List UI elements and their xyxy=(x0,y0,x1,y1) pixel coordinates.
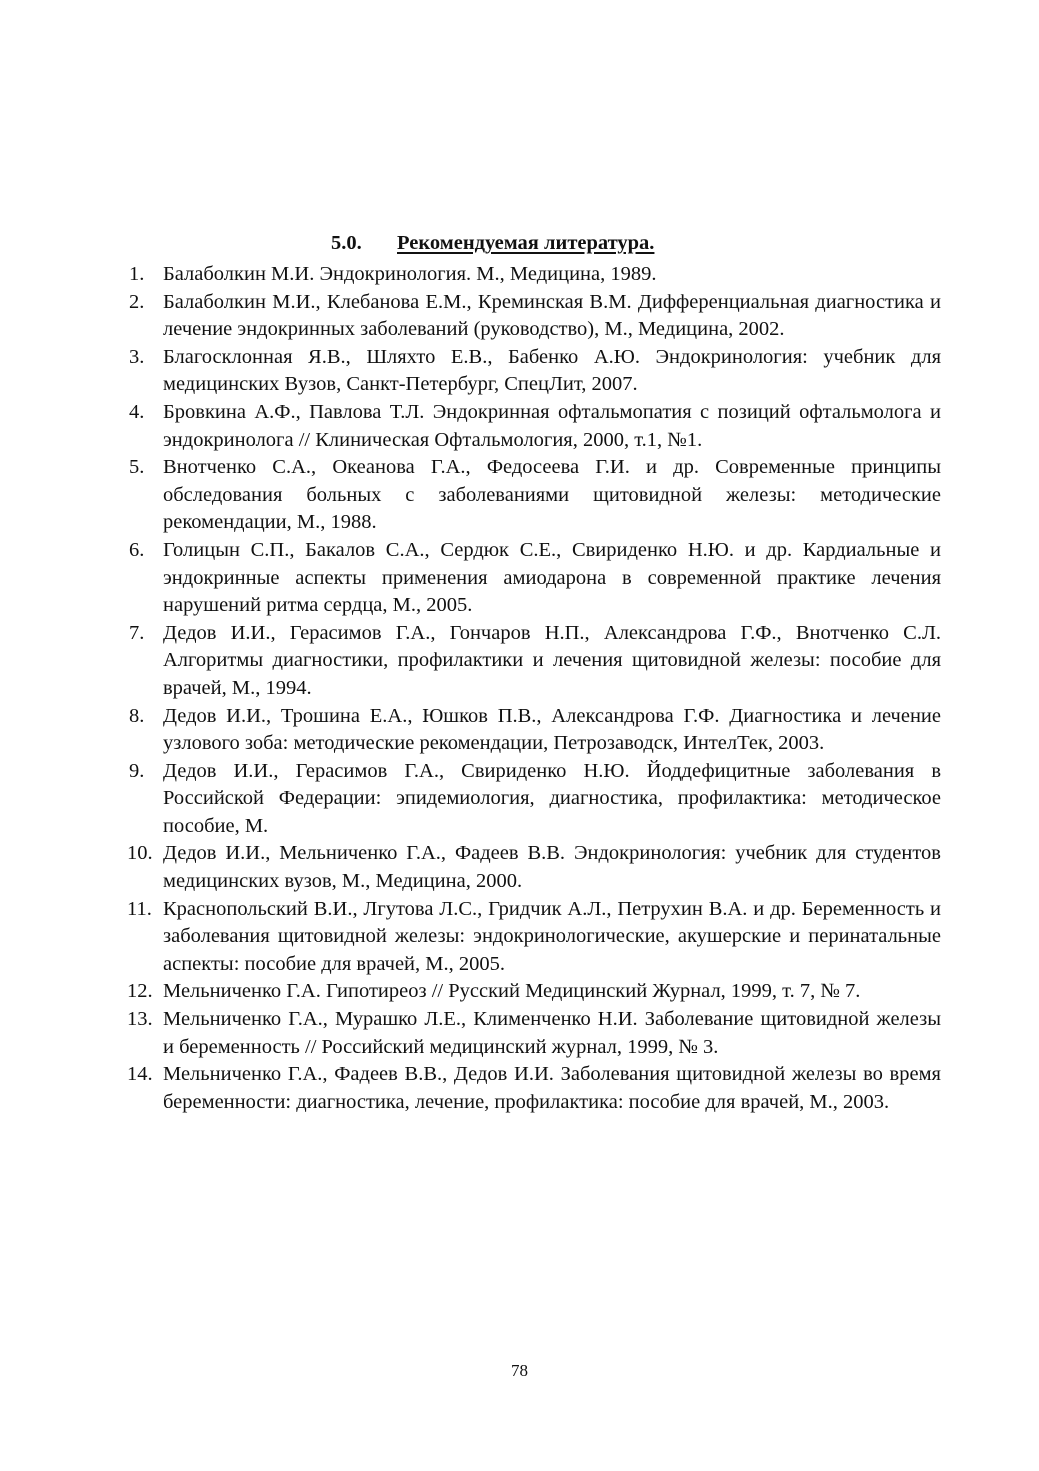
reference-number: 2. xyxy=(129,290,145,313)
reference-number: 13. xyxy=(127,1008,153,1031)
reference-item xyxy=(129,537,941,620)
section-heading xyxy=(331,229,654,257)
reference-text: Дедов И.И., Мельниченко Г.А., Фадеев В.В. Эндокринология: учебник для студентов медицинских вузов, М., Медицина, 2000. xyxy=(163,842,941,893)
reference-number: 10. xyxy=(127,842,153,865)
reference-number: 1. xyxy=(129,263,145,285)
reference-item xyxy=(129,620,941,703)
reference-text: Мельниченко Г.А., Фадеев В.В., Дедов И.И. Заболевания щитовидной железы во время беременности: диагностика, лечение, профилактика: пособие для врачей, М., 2003. xyxy=(163,1063,941,1113)
reference-item xyxy=(129,289,941,344)
reference-list xyxy=(129,261,941,1116)
reference-text: Мельниченко Г.А., Мурашко Л.Е., Клименченко Н.И. Заболевание щитовидной железы и беременность // Российский медицинский журнал, 1999, № 3. xyxy=(163,1008,941,1058)
reference-number: 8. xyxy=(129,704,145,727)
reference-number: 9. xyxy=(129,759,145,782)
reference-number: 7. xyxy=(129,621,145,644)
reference-text: Дедов И.И., Герасимов Г.А., Гончаров Н.П., Александрова Г.Ф., Внотченко С.Л. Алгоритмы диагностики, профилактики и лечения щитовидной железы: пособие для врачей, М., 1994. xyxy=(163,621,941,699)
reference-number: 6. xyxy=(129,538,145,561)
section-number: 5.0. xyxy=(331,232,362,254)
reference-item xyxy=(129,454,941,537)
reference-item xyxy=(129,1006,941,1061)
reference-text: Дедов И.И., Герасимов Г.А., Свириденко Н.Ю. Йоддефицитные заболевания в Российской Федерации: эпидемиология, диагностика, профилактика: методическое пособие, М. xyxy=(163,759,941,837)
reference-number: 3. xyxy=(129,345,145,368)
reference-number: 14. xyxy=(127,1063,153,1086)
reference-number: 4. xyxy=(129,400,145,423)
reference-item xyxy=(129,758,941,841)
reference-item xyxy=(129,896,941,979)
reference-text: Благосклонная Я.В., Шляхто Е.В., Бабенко А.Ю. Эндокринология: учебник для медицинских Вузов, Санкт-Петербург, СпецЛит, 2007. xyxy=(163,345,941,396)
reference-text: Мельниченко Г.А. Гипотиреоз // Русский Медицинский Журнал, 1999, т. 7, № 7. xyxy=(163,980,861,1003)
reference-item xyxy=(129,978,941,1006)
reference-text: Балаболкин М.И., Клебанова Е.М., Креминская В.М. Дифференциальная диагностика и лечение эндокринных заболеваний (руководство), М., Медицина, 2002. xyxy=(163,290,941,341)
reference-number: 5. xyxy=(129,456,145,479)
page-number: 78 xyxy=(511,1361,528,1380)
reference-item xyxy=(129,399,941,454)
reference-item xyxy=(129,703,941,758)
reference-text: Голицын С.П., Бакалов С.А., Сердюк С.Е., Свириденко Н.Ю. и др. Кардиальные и эндокринные аспекты применения амиодарона в современной практике лечения нарушений ритма сердца, М., 2005. xyxy=(163,538,941,617)
reference-text: Дедов И.И., Трошина Е.А., Юшков П.В., Александрова Г.Ф. Диагностика и лечение узлового зоба: методические рекомендации, Петрозаводск, ИнтелТек, 2003. xyxy=(163,704,941,755)
reference-number: 12. xyxy=(127,980,153,1003)
reference-item xyxy=(129,840,941,895)
reference-number: 11. xyxy=(127,897,152,920)
section-title: Рекомендуемая литература. xyxy=(397,232,655,254)
reference-item xyxy=(129,261,941,289)
reference-item xyxy=(129,1061,941,1116)
reference-text: Балаболкин М.И. Эндокринология. М., Медицина, 1989. xyxy=(163,263,657,285)
reference-item xyxy=(129,344,941,399)
reference-text: Бровкина А.Ф., Павлова Т.Л. Эндокринная офтальмопатия с позиций офтальмолога и эндокринолога // Клиническая Офтальмология, 2000, т.1, №1. xyxy=(163,400,941,451)
reference-text: Краснопольский В.И., Лгутова Л.С., Гридчик А.Л., Петрухин В.А. и др. Беременность и заболевания щитовидной железы: эндокринологические, акушерские и перинатальные аспекты: пособие для врачей, М., 2005. xyxy=(163,897,941,975)
reference-text: Внотченко С.А., Океанова Г.А., Федосеева Г.И. и др. Современные принципы обследования больных с заболеваниями щитовидной железы: методические рекомендации, М., 1988. xyxy=(163,456,941,534)
